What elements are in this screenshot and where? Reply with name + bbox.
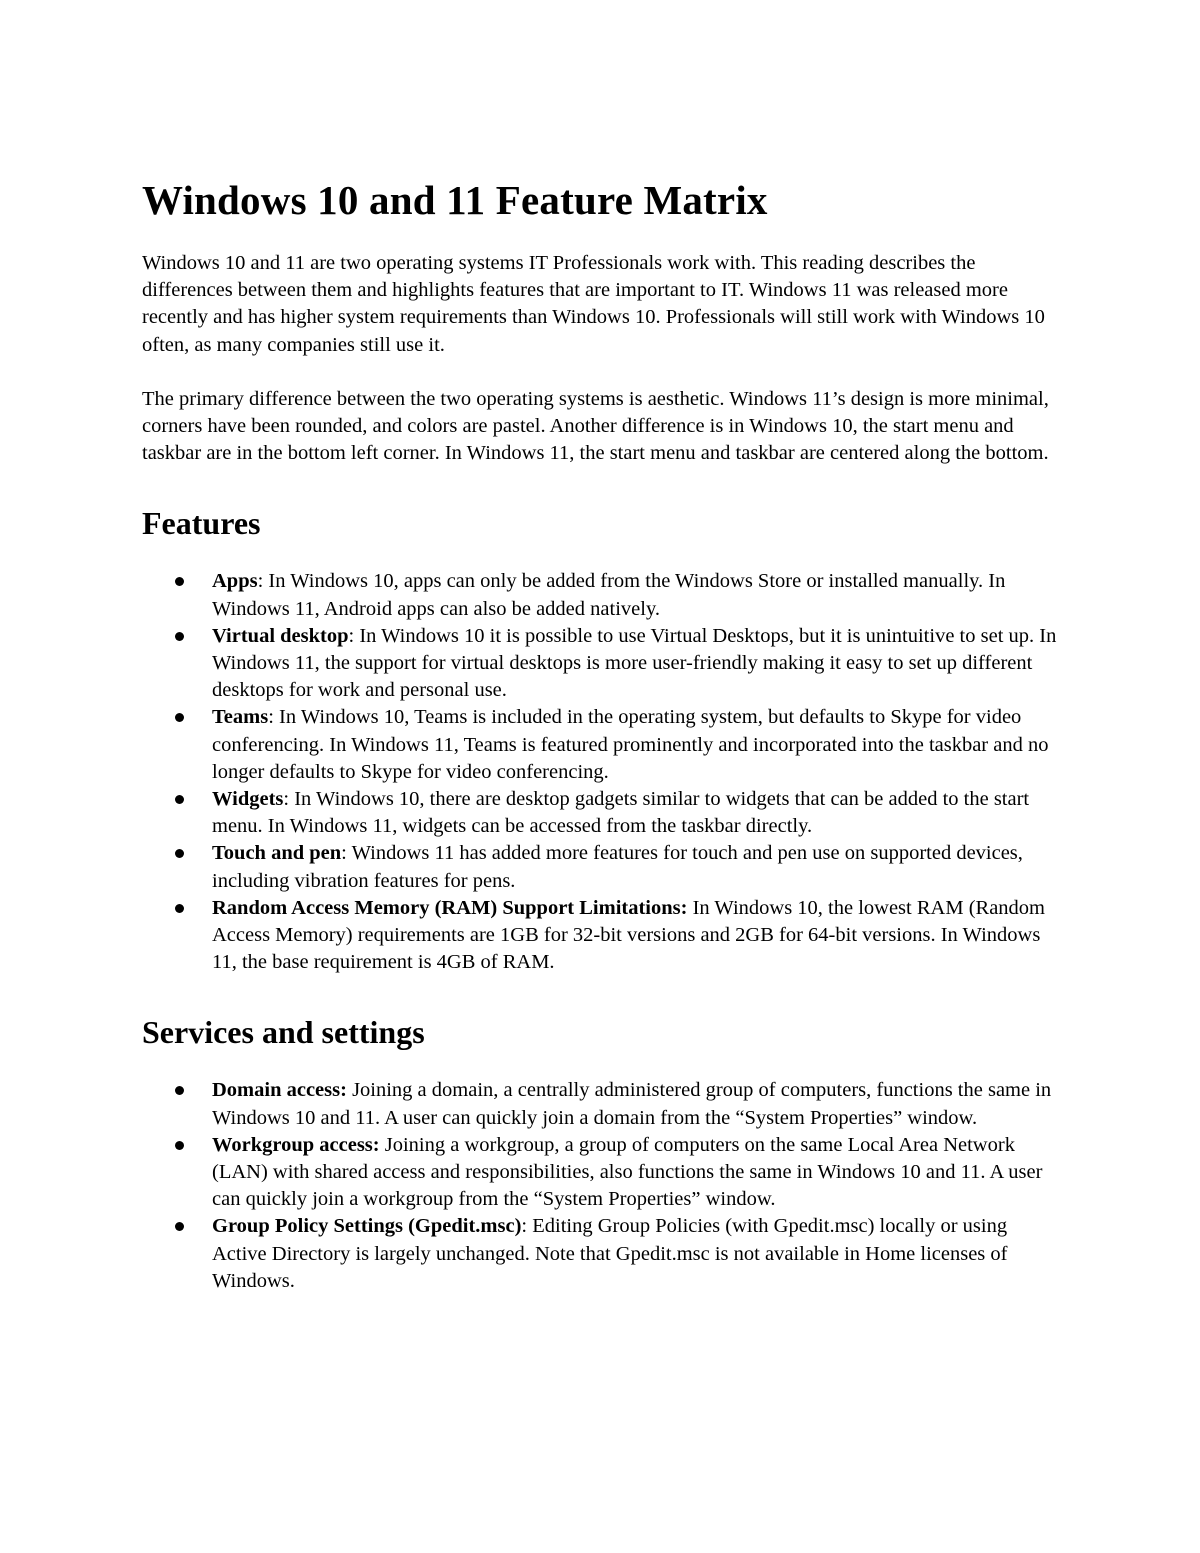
item-text: : Windows 11 has added more features for touch and pen use on supported devices, including vibration features for pens. [212,842,1023,892]
bullet-icon [175,577,184,586]
services-list [142,1077,1062,1295]
bullet-icon [175,632,184,641]
list-item [142,895,1062,977]
item-text: : Editing Group Policies (with Gpedit.msc) locally or using Active Directory is largely unchanged. Note that Gpedit.msc is not available in Home licenses of Windows. [212,1215,1008,1292]
intro-paragraph-1: Windows 10 and 11 are two operating systems IT Professionals work with. This reading describes the differences between them and highlights features that are important to IT. Windows 11 was released more recently and has higher system requirements than Windows 10. Professionals will still work with Windows 10 often, as many companies still use it. [142,252,1045,356]
item-term: Group Policy Settings (Gpedit.msc) [212,1215,522,1238]
document-page [142,172,1062,1295]
section-heading-services-and-settings: Services and settings [142,1014,425,1051]
item-text: : In Windows 10 it is possible to use Virtual Desktops, but it is unintuitive to set up. In Windows 11, the support for virtual desktops is more user-friendly making it easy to set up different desktops for work and personal use. [212,624,1057,702]
list-item [142,1077,1062,1131]
list-item [142,840,1062,894]
item-text: Joining a workgroup, a group of computers on the same Local Area Network (LAN) with shared access and responsibilities, also functions the same in Windows 10 and 11. A user can quickly join a workgroup from the “System Properties” window. [212,1133,1043,1211]
item-term: Virtual desktop [212,624,349,647]
bullet-icon [175,904,184,913]
item-term: Workgroup access: [212,1133,380,1156]
bullet-icon [175,713,184,722]
item-term: Apps [212,570,258,593]
document-title: Windows 10 and 11 Feature Matrix [142,177,768,223]
list-item [142,704,1062,786]
bullet-icon [175,1222,184,1231]
item-term: Random Access Memory (RAM) Support Limitations: [212,896,688,919]
section-heading-features: Features [142,505,261,542]
bullet-icon [175,795,184,804]
item-term: Widgets [212,788,284,811]
item-text: Joining a domain, a centrally administered group of computers, functions the same in Windows 10 and 11. A user can quickly join a domain from the “System Properties” window. [212,1079,1052,1129]
list-item [142,1213,1062,1295]
list-item [142,1132,1062,1214]
bullet-icon [175,849,184,858]
item-term: Teams [212,706,269,729]
bullet-icon [175,1086,184,1095]
item-text: : In Windows 10, Teams is included in the operating system, but defaults to Skype for video conferencing. In Windows 11, Teams is featured prominently and incorporated into the taskbar and no longer defaults to Skype for video conferencing. [212,706,1049,783]
list-item [142,623,1062,705]
item-term: Touch and pen [212,842,342,865]
list-item [142,568,1062,622]
intro-paragraph-2: The primary difference between the two operating systems is aesthetic. Windows 11’s design is more minimal, corners have been rounded, and colors are pastel. Another difference is in Windows 10, the start menu and taskbar are in the bottom left corner. In Windows 11, the start menu and taskbar are centered along the bottom. [142,387,1049,465]
bullet-icon [175,1141,184,1150]
item-text: : In Windows 10, apps can only be added from the Windows Store or installed manually. In Windows 11, Android apps can also be added natively. [212,570,1006,620]
item-text: : In Windows 10, there are desktop gadgets similar to widgets that can be added to the start menu. In Windows 11, widgets can be accessed from the taskbar directly. [212,788,1030,838]
item-text: In Windows 10, the lowest RAM (Random Access Memory) requirements are 1GB for 32-bit versions and 2GB for 64-bit versions. In Windows 11, the base requirement is 4GB of RAM. [212,896,1045,974]
list-item [142,786,1062,840]
item-term: Domain access: [212,1079,347,1102]
features-list [142,568,1062,976]
